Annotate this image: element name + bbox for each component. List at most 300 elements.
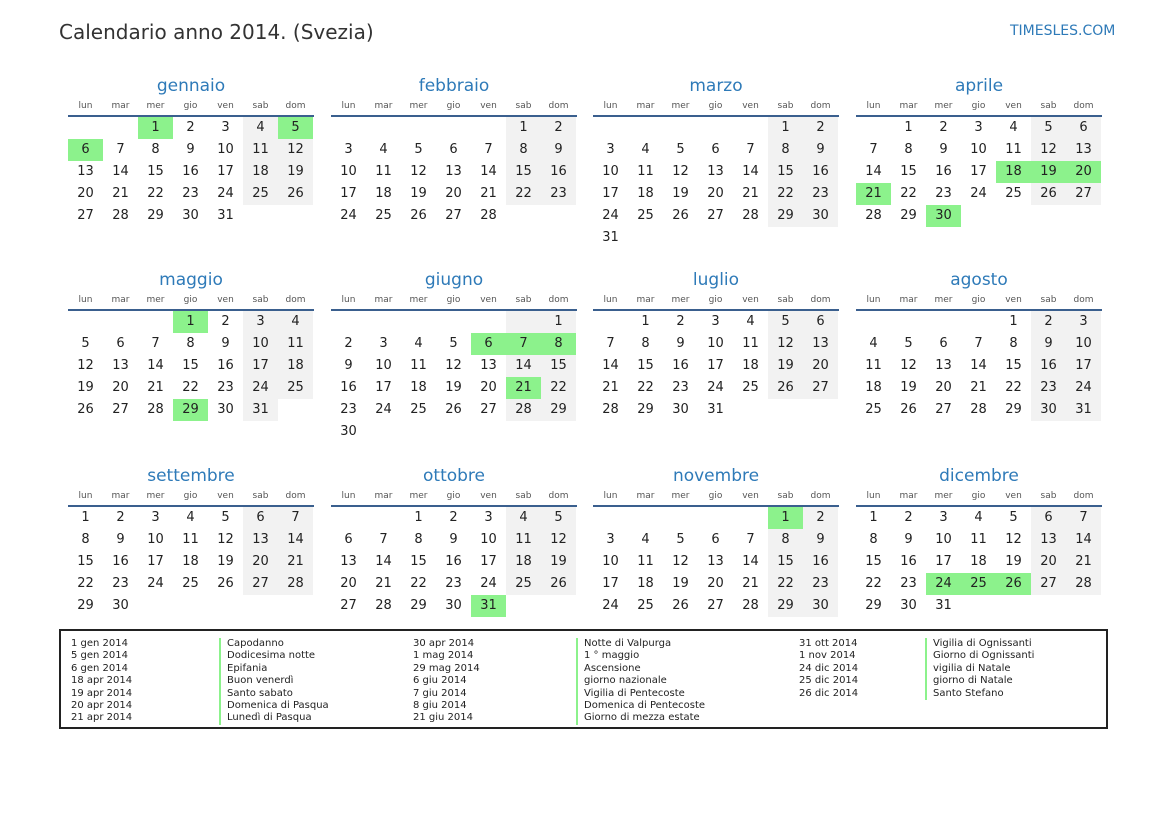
weekday-header — [856, 490, 1102, 507]
day-grid — [593, 311, 839, 421]
day-cell: 17 — [147, 554, 164, 569]
day-cell: 11 — [410, 358, 427, 373]
day-cell: 21 — [480, 186, 497, 201]
day-cell: 10 — [602, 554, 619, 569]
day-cell: 7 — [746, 142, 755, 157]
empty-cell — [593, 117, 628, 139]
weekday-label: mer — [671, 101, 690, 111]
day-cell: 18 — [375, 186, 392, 201]
holiday-name: Vigilia di Pentecoste — [584, 687, 685, 699]
day-cell: 29 — [900, 208, 917, 223]
holiday-date: 21 giu 2014 — [413, 712, 473, 724]
day-cell: 20 — [340, 576, 357, 591]
day-cell: 11 — [637, 554, 654, 569]
day-cell: 19 — [1005, 554, 1022, 569]
empty-cell — [278, 205, 313, 227]
day-cell: 31 — [1066, 399, 1101, 421]
day-cell: 16 — [340, 380, 357, 395]
day-cell: 15 — [541, 355, 576, 377]
empty-cell — [698, 227, 733, 249]
day-cell: 22 — [637, 380, 654, 395]
day-cell: 8 — [541, 333, 576, 355]
day-cell: 3 — [606, 142, 615, 157]
day-cell: 4 — [278, 311, 313, 333]
day-cell: 26 — [672, 598, 689, 613]
empty-cell — [366, 421, 401, 443]
day-cell: 23 — [935, 186, 952, 201]
day-cell: 16 — [182, 164, 199, 179]
day-cell: 22 — [77, 576, 94, 591]
day-cell: 1 — [81, 510, 90, 525]
month-agosto — [856, 268, 1102, 421]
day-cell: 24 — [340, 208, 357, 223]
day-cell: 22 — [768, 573, 803, 595]
empty-cell — [628, 227, 663, 249]
weekday-label: gio — [183, 295, 198, 305]
day-cell: 5 — [768, 311, 803, 333]
empty-cell — [331, 507, 366, 529]
day-cell: 23 — [803, 573, 838, 595]
day-cell: 29 — [637, 402, 654, 417]
empty-cell — [768, 227, 803, 249]
day-cell: 1 — [541, 311, 576, 333]
day-cell: 9 — [221, 336, 230, 351]
day-cell: 13 — [1031, 529, 1066, 551]
day-cell: 28 — [480, 208, 497, 223]
empty-cell — [1031, 205, 1066, 227]
weekday-label: sab — [252, 491, 269, 501]
holiday-name: Notte di Valpurga — [584, 638, 672, 649]
weekday-label: ven — [742, 101, 759, 111]
weekday-label: mar — [636, 295, 655, 305]
day-cell: 3 — [711, 314, 720, 329]
day-cell: 25 — [742, 380, 759, 395]
holiday-dates-column — [413, 638, 553, 725]
weekday-label: ven — [480, 491, 497, 501]
weekday-label: sab — [515, 491, 532, 501]
day-cell: 3 — [344, 142, 353, 157]
day-cell: 3 — [151, 510, 160, 525]
holiday-names-column — [576, 638, 705, 725]
day-cell: 20 — [803, 355, 838, 377]
empty-cell — [436, 311, 471, 333]
day-cell: 21 — [1066, 551, 1101, 573]
weekday-label: mer — [934, 491, 953, 501]
weekday-label: sab — [777, 295, 794, 305]
holiday-date: 1 nov 2014 — [799, 650, 856, 662]
day-cell: 13 — [445, 164, 462, 179]
day-cell: 16 — [803, 551, 838, 573]
day-cell: 4 — [506, 507, 541, 529]
empty-cell — [278, 399, 313, 421]
month-name: aprile — [954, 76, 1004, 96]
day-cell: 1 — [641, 314, 650, 329]
day-cell: 23 — [900, 576, 917, 591]
day-cell: 6 — [1066, 117, 1101, 139]
month-settembre — [68, 464, 314, 617]
holiday-names-column — [925, 638, 1034, 700]
day-cell: 17 — [602, 576, 619, 591]
empty-cell — [366, 507, 401, 529]
day-cell: 28 — [112, 208, 129, 223]
empty-cell — [506, 311, 541, 333]
day-cell: 14 — [375, 554, 392, 569]
day-cell: 30 — [803, 205, 838, 227]
weekday-label: mar — [899, 295, 918, 305]
empty-cell — [401, 421, 436, 443]
day-cell: 3 — [974, 120, 983, 135]
empty-cell — [138, 595, 173, 617]
day-cell: 11 — [1005, 142, 1022, 157]
day-cell: 18 — [410, 380, 427, 395]
day-cell: 14 — [602, 358, 619, 373]
day-cell: 12 — [672, 164, 689, 179]
day-cell: 13 — [77, 164, 94, 179]
month-febbraio — [331, 74, 577, 227]
weekday-label: sab — [252, 101, 269, 111]
site-link[interactable]: TIMESLES.COM — [1010, 23, 1116, 39]
day-cell: 13 — [803, 333, 838, 355]
day-cell: 4 — [186, 510, 195, 525]
day-cell: 27 — [1066, 183, 1101, 205]
day-cell: 4 — [869, 336, 878, 351]
day-grid — [68, 117, 314, 227]
day-cell: 12 — [445, 358, 462, 373]
weekday-label: dom — [810, 295, 831, 305]
weekday-label: ven — [480, 101, 497, 111]
day-cell: 13 — [243, 529, 278, 551]
day-cell: 24 — [147, 576, 164, 591]
holiday-name: 1 ° maggio — [584, 650, 640, 662]
empty-cell — [173, 595, 208, 617]
day-cell: 22 — [865, 576, 882, 591]
holiday-date: 1 gen 2014 — [71, 638, 129, 649]
holiday-dates-column — [71, 638, 211, 725]
day-cell: 7 — [746, 532, 755, 547]
empty-cell — [471, 421, 506, 443]
day-cell: 9 — [803, 529, 838, 551]
day-cell: 19 — [278, 161, 313, 183]
day-cell: 5 — [414, 142, 423, 157]
holiday-name: Ascensione — [584, 662, 641, 674]
day-cell: 6 — [68, 139, 103, 161]
day-cell: 11 — [182, 532, 199, 547]
day-cell: 6 — [711, 142, 720, 157]
day-cell: 16 — [112, 554, 129, 569]
weekday-label: mar — [111, 491, 130, 501]
day-cell: 16 — [445, 554, 462, 569]
day-cell: 12 — [410, 164, 427, 179]
holiday-date: 20 apr 2014 — [71, 700, 133, 712]
day-cell: 18 — [996, 161, 1031, 183]
day-cell: 1 — [768, 117, 803, 139]
day-cell: 8 — [506, 139, 541, 161]
day-cell: 5 — [81, 336, 90, 351]
holiday-name: Capodanno — [227, 638, 284, 649]
day-cell: 31 — [471, 595, 506, 617]
weekday-label: lun — [866, 101, 881, 111]
empty-cell — [733, 507, 768, 529]
day-cell: 14 — [742, 164, 759, 179]
day-cell: 15 — [768, 161, 803, 183]
weekday-label: sab — [1040, 491, 1057, 501]
empty-cell — [243, 595, 278, 617]
empty-cell — [926, 311, 961, 333]
month-name: dicembre — [939, 466, 1019, 486]
day-cell: 5 — [676, 142, 685, 157]
day-cell: 27 — [77, 208, 94, 223]
day-cell: 1 — [904, 120, 913, 135]
day-cell: 14 — [742, 554, 759, 569]
empty-cell — [68, 117, 103, 139]
day-cell: 16 — [672, 358, 689, 373]
weekday-label: dom — [548, 491, 569, 501]
empty-cell — [628, 117, 663, 139]
day-grid — [68, 311, 314, 421]
day-cell: 18 — [506, 551, 541, 573]
day-cell: 23 — [803, 183, 838, 205]
holiday-date: 6 gen 2014 — [71, 662, 129, 674]
day-cell: 7 — [1066, 507, 1101, 529]
day-cell: 19 — [410, 186, 427, 201]
day-cell: 8 — [768, 139, 803, 161]
holiday-date: 19 apr 2014 — [71, 687, 133, 699]
day-cell: 19 — [541, 551, 576, 573]
day-cell: 25 — [375, 208, 392, 223]
weekday-label: lun — [341, 295, 356, 305]
day-cell: 17 — [602, 186, 619, 201]
weekday-label: mer — [671, 295, 690, 305]
day-cell: 6 — [803, 311, 838, 333]
weekday-label: mar — [636, 491, 655, 501]
empty-cell — [803, 399, 838, 421]
weekday-label: gio — [446, 295, 461, 305]
holiday-date: 29 mag 2014 — [413, 662, 480, 674]
day-cell: 8 — [904, 142, 913, 157]
empty-cell — [278, 595, 313, 617]
day-cell: 12 — [1005, 532, 1022, 547]
day-cell: 31 — [243, 399, 278, 421]
day-grid — [593, 117, 839, 249]
day-cell: 1 — [869, 510, 878, 525]
holiday-name: vigilia di Natale — [933, 662, 1011, 674]
empty-cell — [768, 399, 803, 421]
day-cell: 16 — [900, 554, 917, 569]
day-cell: 21 — [506, 377, 541, 399]
weekday-label: ven — [217, 491, 234, 501]
day-cell: 28 — [278, 573, 313, 595]
day-cell: 18 — [637, 576, 654, 591]
weekday-label: mar — [899, 101, 918, 111]
weekday-header — [331, 294, 577, 311]
day-cell: 2 — [541, 117, 576, 139]
day-cell: 5 — [676, 532, 685, 547]
day-cell: 15 — [1005, 358, 1022, 373]
day-cell: 17 — [970, 164, 987, 179]
month-name: giugno — [424, 270, 484, 290]
empty-cell — [961, 205, 996, 227]
day-cell: 14 — [147, 358, 164, 373]
day-cell: 26 — [1031, 183, 1066, 205]
day-cell: 22 — [410, 576, 427, 591]
month-giugno — [331, 268, 577, 443]
day-cell: 25 — [278, 377, 313, 399]
day-cell: 17 — [340, 186, 357, 201]
day-cell: 23 — [340, 402, 357, 417]
weekday-header — [593, 294, 839, 311]
day-cell: 17 — [375, 380, 392, 395]
weekday-label: lun — [866, 491, 881, 501]
weekday-label: lun — [78, 295, 93, 305]
day-cell: 1 — [414, 510, 423, 525]
day-cell: 10 — [1066, 333, 1101, 355]
day-cell: 1 — [173, 311, 208, 333]
day-cell: 9 — [676, 336, 685, 351]
day-cell: 12 — [541, 529, 576, 551]
day-cell: 11 — [506, 529, 541, 551]
day-grid — [68, 507, 314, 617]
empty-cell — [733, 117, 768, 139]
empty-cell — [103, 311, 138, 333]
day-cell: 11 — [637, 164, 654, 179]
weekday-header — [856, 294, 1102, 311]
day-cell: 31 — [935, 598, 952, 613]
holiday-names-column — [219, 638, 329, 725]
weekday-label: gio — [183, 491, 198, 501]
day-cell: 16 — [1031, 355, 1066, 377]
day-cell: 18 — [742, 358, 759, 373]
day-cell: 31 — [602, 230, 619, 245]
empty-cell — [243, 205, 278, 227]
weekday-label: dom — [810, 101, 831, 111]
day-cell: 5 — [221, 510, 230, 525]
day-cell: 28 — [865, 208, 882, 223]
day-cell: 5 — [449, 336, 458, 351]
day-cell: 18 — [637, 186, 654, 201]
day-cell: 8 — [186, 336, 195, 351]
weekday-label: ven — [480, 295, 497, 305]
month-name: novembre — [672, 466, 760, 486]
month-name: febbraio — [418, 76, 490, 96]
weekday-header — [68, 294, 314, 311]
weekday-label: dom — [548, 295, 569, 305]
day-cell: 4 — [1009, 120, 1018, 135]
day-cell: 4 — [746, 314, 755, 329]
holiday-date: 5 gen 2014 — [71, 650, 129, 662]
day-cell: 2 — [221, 314, 230, 329]
weekday-label: gio — [971, 295, 986, 305]
day-cell: 7 — [379, 532, 388, 547]
day-cell: 12 — [900, 358, 917, 373]
holiday-date: 7 giu 2014 — [413, 687, 467, 699]
day-cell: 9 — [449, 532, 458, 547]
month-gennaio — [68, 74, 314, 227]
day-grid — [856, 311, 1102, 421]
day-cell: 27 — [707, 598, 724, 613]
day-cell: 7 — [278, 507, 313, 529]
day-cell: 19 — [1031, 161, 1066, 183]
empty-cell — [961, 595, 996, 617]
day-cell: 25 — [637, 208, 654, 223]
empty-cell — [663, 227, 698, 249]
weekday-header — [593, 490, 839, 507]
weekday-header — [856, 100, 1102, 117]
holiday-date: 18 apr 2014 — [71, 675, 133, 687]
day-cell: 18 — [243, 161, 278, 183]
day-cell: 1 — [768, 507, 803, 529]
empty-cell — [733, 399, 768, 421]
day-cell: 9 — [116, 532, 125, 547]
day-cell: 26 — [410, 208, 427, 223]
day-cell: 15 — [410, 554, 427, 569]
day-cell: 24 — [707, 380, 724, 395]
day-cell: 5 — [1009, 510, 1018, 525]
empty-cell — [663, 507, 698, 529]
day-cell: 21 — [375, 576, 392, 591]
month-name: ottobre — [423, 466, 485, 486]
empty-cell — [996, 205, 1031, 227]
day-cell: 9 — [344, 358, 353, 373]
empty-cell — [856, 311, 891, 333]
weekday-label: lun — [78, 101, 93, 111]
empty-cell — [891, 311, 926, 333]
empty-cell — [628, 507, 663, 529]
weekday-label: mar — [111, 295, 130, 305]
day-cell: 22 — [768, 183, 803, 205]
day-cell: 15 — [637, 358, 654, 373]
empty-cell — [698, 507, 733, 529]
day-cell: 19 — [672, 186, 689, 201]
day-cell: 30 — [182, 208, 199, 223]
day-cell: 26 — [278, 183, 313, 205]
day-cell: 24 — [970, 186, 987, 201]
day-cell: 2 — [676, 314, 685, 329]
day-cell: 2 — [803, 507, 838, 529]
day-grid — [856, 507, 1102, 617]
empty-cell — [68, 311, 103, 333]
day-cell: 10 — [970, 142, 987, 157]
weekday-label: mar — [636, 101, 655, 111]
day-cell: 23 — [217, 380, 234, 395]
day-cell: 14 — [970, 358, 987, 373]
day-cell: 29 — [173, 399, 208, 421]
day-cell: 13 — [112, 358, 129, 373]
weekday-label: gio — [446, 491, 461, 501]
day-cell: 9 — [803, 139, 838, 161]
day-cell: 25 — [506, 573, 541, 595]
day-cell: 20 — [77, 186, 94, 201]
day-cell: 16 — [217, 358, 234, 373]
weekday-label: sab — [515, 101, 532, 111]
weekday-label: lun — [603, 295, 618, 305]
day-cell: 6 — [1031, 507, 1066, 529]
day-cell: 16 — [935, 164, 952, 179]
holiday-name: Santo sabato — [227, 687, 293, 699]
day-cell: 20 — [935, 380, 952, 395]
day-cell: 22 — [147, 186, 164, 201]
weekday-label: sab — [515, 295, 532, 305]
day-cell: 28 — [147, 402, 164, 417]
empty-cell — [331, 117, 366, 139]
day-cell: 3 — [1066, 311, 1101, 333]
empty-cell — [593, 507, 628, 529]
day-cell: 24 — [602, 598, 619, 613]
empty-cell — [541, 595, 576, 617]
day-cell: 21 — [856, 183, 891, 205]
day-cell: 24 — [480, 576, 497, 591]
day-cell: 1 — [138, 117, 173, 139]
day-cell: 2 — [1031, 311, 1066, 333]
